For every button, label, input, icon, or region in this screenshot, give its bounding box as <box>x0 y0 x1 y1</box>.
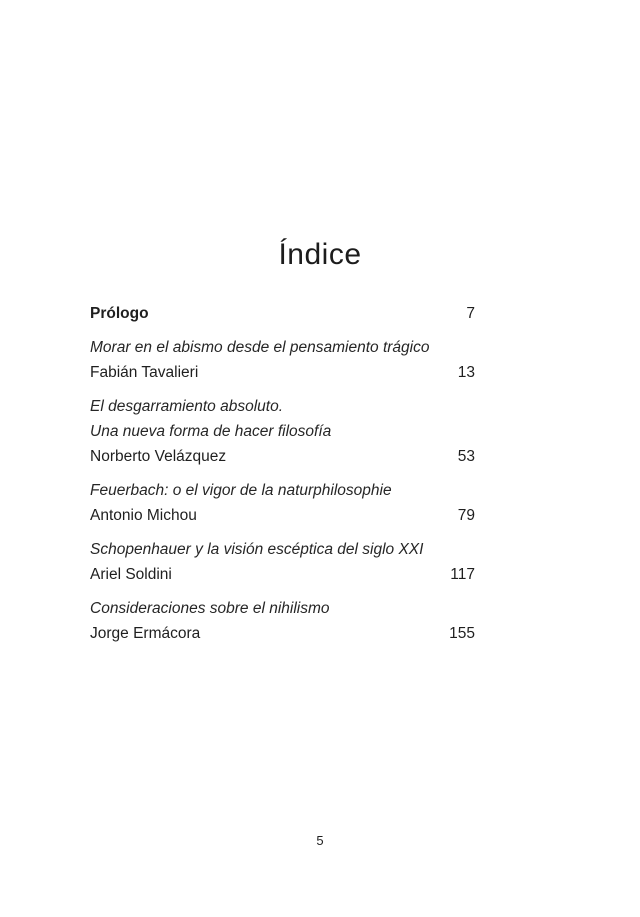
toc-entry-row <box>90 562 475 587</box>
entry-page-number: 53 <box>457 448 475 465</box>
entry-title-line: Una nueva forma de hacer filosofía <box>90 423 332 440</box>
toc-entry <box>90 301 475 326</box>
entry-author: Jorge Ermácora <box>90 625 201 642</box>
entry-author: Antonio Michou <box>90 507 197 524</box>
toc-entry <box>90 478 475 528</box>
footer-page-number: 5 <box>316 833 324 848</box>
entry-page-number: 155 <box>449 625 475 642</box>
entry-title-line: El desgarramiento absoluto. <box>90 398 284 415</box>
toc-entry <box>90 335 475 385</box>
toc-entry-row <box>90 360 475 385</box>
toc-entry-row <box>90 444 475 469</box>
entry-author: Norberto Velázquez <box>90 448 227 465</box>
entry-title-line: Morar en el abismo desde el pensamiento trágico <box>90 339 430 356</box>
entry-author: Fabián Tavalieri <box>90 364 199 381</box>
toc-entry-row <box>90 621 475 646</box>
entry-page-number: 117 <box>450 566 475 583</box>
toc-entry <box>90 537 475 587</box>
entry-page-number: 13 <box>457 364 475 381</box>
toc-entry <box>90 596 475 646</box>
entry-heading: Prólogo <box>90 305 149 322</box>
entry-page-number: 79 <box>457 507 475 524</box>
entry-title-line: Feuerbach: o el vigor de la naturphilosophie <box>90 482 392 499</box>
table-of-contents <box>90 301 475 655</box>
toc-entry-row <box>90 503 475 528</box>
entry-page-number: 7 <box>466 305 475 322</box>
entry-title-line: Schopenhauer y la visión escéptica del siglo XXI <box>90 541 424 558</box>
toc-entry <box>90 394 475 469</box>
page-title: Índice <box>278 238 362 271</box>
toc-entry-row <box>90 301 475 326</box>
entry-title-line: Consideraciones sobre el nihilismo <box>90 600 330 617</box>
entry-author: Ariel Soldini <box>90 566 172 583</box>
